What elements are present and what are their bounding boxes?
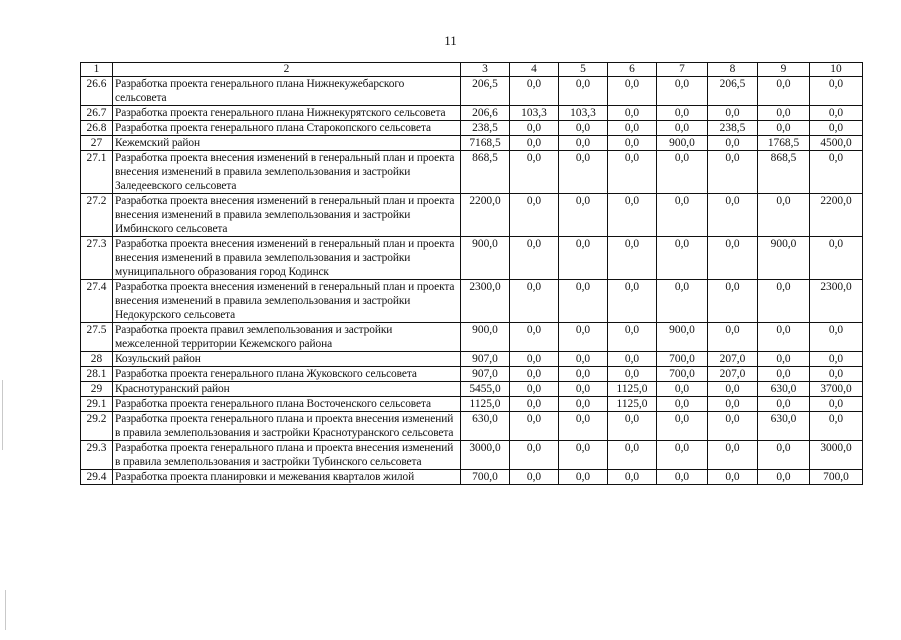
row-value: 0,0 (608, 280, 657, 323)
row-value: 1768,5 (758, 136, 810, 151)
row-value: 4500,0 (810, 136, 863, 151)
row-value: 0,0 (608, 412, 657, 441)
row-value: 0,0 (657, 280, 708, 323)
row-value: 0,0 (657, 382, 708, 397)
row-value: 0,0 (608, 121, 657, 136)
row-value: 0,0 (510, 194, 559, 237)
row-number: 29.4 (81, 470, 113, 485)
row-description: Разработка проекта генерального плана Нижнекужебарского сельсовета (113, 77, 461, 106)
row-description: Разработка проекта генерального плана и проекта внесения изменений в правила землепользования и застройки Тубинского сельсовета (113, 441, 461, 470)
row-value: 0,0 (510, 121, 559, 136)
row-value: 0,0 (559, 194, 608, 237)
row-value: 630,0 (758, 382, 810, 397)
row-value: 0,0 (510, 136, 559, 151)
row-value: 0,0 (510, 397, 559, 412)
row-value: 630,0 (461, 412, 510, 441)
table-row (81, 121, 863, 136)
row-value: 0,0 (608, 106, 657, 121)
table-row (81, 352, 863, 367)
row-value: 0,0 (810, 237, 863, 280)
row-value: 0,0 (657, 397, 708, 412)
row-value: 700,0 (657, 367, 708, 382)
column-header: 8 (708, 63, 758, 77)
row-number: 29.1 (81, 397, 113, 412)
row-number: 27.4 (81, 280, 113, 323)
row-description: Разработка проекта генерального плана Жуковского сельсовета (113, 367, 461, 382)
row-value: 0,0 (608, 367, 657, 382)
row-value: 0,0 (608, 323, 657, 352)
row-value: 2300,0 (810, 280, 863, 323)
row-description: Козульский район (113, 352, 461, 367)
row-number: 27.3 (81, 237, 113, 280)
row-value: 207,0 (708, 352, 758, 367)
table-row (81, 237, 863, 280)
row-value: 868,5 (758, 151, 810, 194)
row-value: 0,0 (758, 77, 810, 106)
row-value: 0,0 (510, 352, 559, 367)
row-value: 868,5 (461, 151, 510, 194)
row-value: 0,0 (657, 121, 708, 136)
row-value: 0,0 (758, 367, 810, 382)
row-value: 206,5 (461, 77, 510, 106)
row-value: 900,0 (758, 237, 810, 280)
row-value: 0,0 (657, 77, 708, 106)
row-value: 0,0 (758, 397, 810, 412)
row-description: Разработка проекта внесения изменений в генеральный план и проекта внесения изменений в правила землепользования и застройки Заледеевского сельсовета (113, 151, 461, 194)
row-value: 0,0 (810, 151, 863, 194)
row-value: 0,0 (758, 352, 810, 367)
row-value: 0,0 (559, 441, 608, 470)
row-value: 0,0 (708, 194, 758, 237)
row-value: 900,0 (461, 237, 510, 280)
row-value: 0,0 (559, 397, 608, 412)
column-header: 6 (608, 63, 657, 77)
column-header: 1 (81, 63, 113, 77)
row-description: Разработка проекта правил землепользования и застройки межселенной территории Кежемского района (113, 323, 461, 352)
row-value: 0,0 (608, 136, 657, 151)
table-row (81, 382, 863, 397)
row-description: Краснотуранский район (113, 382, 461, 397)
row-value: 0,0 (559, 136, 608, 151)
row-value: 0,0 (708, 441, 758, 470)
row-value: 0,0 (559, 237, 608, 280)
row-value: 0,0 (510, 367, 559, 382)
row-value: 0,0 (510, 151, 559, 194)
row-value: 0,0 (657, 194, 708, 237)
row-value: 0,0 (559, 121, 608, 136)
row-value: 900,0 (657, 323, 708, 352)
row-number: 26.7 (81, 106, 113, 121)
row-value: 0,0 (608, 151, 657, 194)
row-value: 238,5 (708, 121, 758, 136)
row-value: 907,0 (461, 367, 510, 382)
row-value: 0,0 (708, 151, 758, 194)
table-row (81, 470, 863, 485)
row-value: 0,0 (608, 441, 657, 470)
row-value: 0,0 (810, 352, 863, 367)
row-value: 2200,0 (810, 194, 863, 237)
row-value: 700,0 (657, 352, 708, 367)
row-description: Разработка проекта внесения изменений в генеральный план и проекта внесения изменений в правила землепользования и застройки Недокурского сельсовета (113, 280, 461, 323)
row-value: 0,0 (657, 470, 708, 485)
row-number: 29 (81, 382, 113, 397)
row-value: 0,0 (708, 382, 758, 397)
row-description: Кежемский район (113, 136, 461, 151)
column-header: 4 (510, 63, 559, 77)
column-header: 7 (657, 63, 708, 77)
row-value: 1125,0 (608, 382, 657, 397)
table-row (81, 280, 863, 323)
row-value: 0,0 (657, 151, 708, 194)
table-row (81, 151, 863, 194)
table-row (81, 412, 863, 441)
page-number: 11 (444, 33, 457, 48)
row-value: 0,0 (510, 237, 559, 280)
row-value: 0,0 (559, 77, 608, 106)
row-value: 0,0 (758, 106, 810, 121)
row-description: Разработка проекта генерального плана Старокопского сельсовета (113, 121, 461, 136)
row-value: 0,0 (758, 323, 810, 352)
row-value: 0,0 (559, 151, 608, 194)
row-value: 0,0 (810, 121, 863, 136)
row-value: 900,0 (461, 323, 510, 352)
table-row (81, 106, 863, 121)
row-value: 0,0 (708, 397, 758, 412)
row-value: 0,0 (510, 412, 559, 441)
row-value: 0,0 (608, 77, 657, 106)
table-row (81, 77, 863, 106)
row-value: 630,0 (758, 412, 810, 441)
row-value: 700,0 (810, 470, 863, 485)
row-value: 0,0 (559, 412, 608, 441)
row-value: 0,0 (559, 280, 608, 323)
row-value: 206,5 (708, 77, 758, 106)
column-header: 5 (559, 63, 608, 77)
row-value: 0,0 (810, 77, 863, 106)
row-number: 26.6 (81, 77, 113, 106)
row-value: 0,0 (510, 441, 559, 470)
row-number: 27.5 (81, 323, 113, 352)
row-number: 29.2 (81, 412, 113, 441)
row-value: 0,0 (810, 106, 863, 121)
table-row (81, 323, 863, 352)
column-header: 3 (461, 63, 510, 77)
table-body (81, 77, 863, 485)
row-value: 0,0 (657, 412, 708, 441)
row-value: 0,0 (559, 352, 608, 367)
row-value: 0,0 (657, 237, 708, 280)
column-header: 10 (810, 63, 863, 77)
row-value: 0,0 (608, 352, 657, 367)
row-value: 2200,0 (461, 194, 510, 237)
row-value: 0,0 (608, 194, 657, 237)
row-value: 0,0 (559, 323, 608, 352)
row-description: Разработка проекта генерального плана и проекта внесения изменений в правила землепользования и застройки Краснотуранского сельсовета (113, 412, 461, 441)
scan-artifact (5, 590, 6, 630)
column-header: 9 (758, 63, 810, 77)
row-value: 0,0 (708, 237, 758, 280)
row-value: 0,0 (559, 382, 608, 397)
column-header: 2 (113, 63, 461, 77)
row-description: Разработка проекта генерального плана Нижнекурятского сельсовета (113, 106, 461, 121)
row-value: 3700,0 (810, 382, 863, 397)
row-value: 5455,0 (461, 382, 510, 397)
row-value: 206,6 (461, 106, 510, 121)
table-row (81, 397, 863, 412)
row-description: Разработка проекта планировки и межевания кварталов жилой (113, 470, 461, 485)
table-row (81, 441, 863, 470)
row-value: 0,0 (510, 382, 559, 397)
row-number: 27.1 (81, 151, 113, 194)
row-number: 27 (81, 136, 113, 151)
row-number: 28 (81, 352, 113, 367)
row-value: 0,0 (559, 367, 608, 382)
row-value: 0,0 (810, 397, 863, 412)
row-value: 1125,0 (461, 397, 510, 412)
row-value: 207,0 (708, 367, 758, 382)
row-value: 0,0 (708, 106, 758, 121)
row-value: 0,0 (608, 237, 657, 280)
row-value: 0,0 (758, 441, 810, 470)
row-number: 28.1 (81, 367, 113, 382)
row-value: 0,0 (758, 121, 810, 136)
row-value: 7168,5 (461, 136, 510, 151)
row-description: Разработка проекта внесения изменений в генеральный план и проекта внесения изменений в правила землепользования и застройки Имбинского сельсовета (113, 194, 461, 237)
table-row (81, 136, 863, 151)
row-value: 0,0 (708, 280, 758, 323)
row-value: 0,0 (758, 194, 810, 237)
row-value: 238,5 (461, 121, 510, 136)
budget-table (80, 62, 863, 485)
row-value: 0,0 (559, 470, 608, 485)
header-row (81, 63, 863, 77)
scan-artifact (2, 380, 3, 450)
row-value: 3000,0 (461, 441, 510, 470)
row-value: 900,0 (657, 136, 708, 151)
row-value: 1125,0 (608, 397, 657, 412)
row-value: 0,0 (708, 470, 758, 485)
row-value: 103,3 (559, 106, 608, 121)
row-value: 0,0 (510, 280, 559, 323)
row-value: 0,0 (608, 470, 657, 485)
row-value: 0,0 (708, 136, 758, 151)
row-value: 700,0 (461, 470, 510, 485)
row-value: 0,0 (810, 412, 863, 441)
row-number: 27.2 (81, 194, 113, 237)
row-value: 0,0 (510, 77, 559, 106)
row-value: 0,0 (810, 323, 863, 352)
row-value: 0,0 (810, 367, 863, 382)
row-number: 29.3 (81, 441, 113, 470)
row-value: 0,0 (657, 106, 708, 121)
row-value: 103,3 (510, 106, 559, 121)
row-description: Разработка проекта генерального плана Восточенского сельсовета (113, 397, 461, 412)
row-value: 0,0 (708, 412, 758, 441)
row-value: 0,0 (708, 323, 758, 352)
row-value: 0,0 (758, 470, 810, 485)
row-value: 3000,0 (810, 441, 863, 470)
row-value: 0,0 (758, 280, 810, 323)
row-number: 26.8 (81, 121, 113, 136)
row-value: 0,0 (510, 323, 559, 352)
row-value: 907,0 (461, 352, 510, 367)
row-value: 0,0 (510, 470, 559, 485)
table-row (81, 367, 863, 382)
row-value: 0,0 (657, 441, 708, 470)
row-description: Разработка проекта внесения изменений в генеральный план и проекта внесения изменений в правила землепользования и застройки муниципального образования город Кодинск (113, 237, 461, 280)
table-row (81, 194, 863, 237)
row-value: 2300,0 (461, 280, 510, 323)
